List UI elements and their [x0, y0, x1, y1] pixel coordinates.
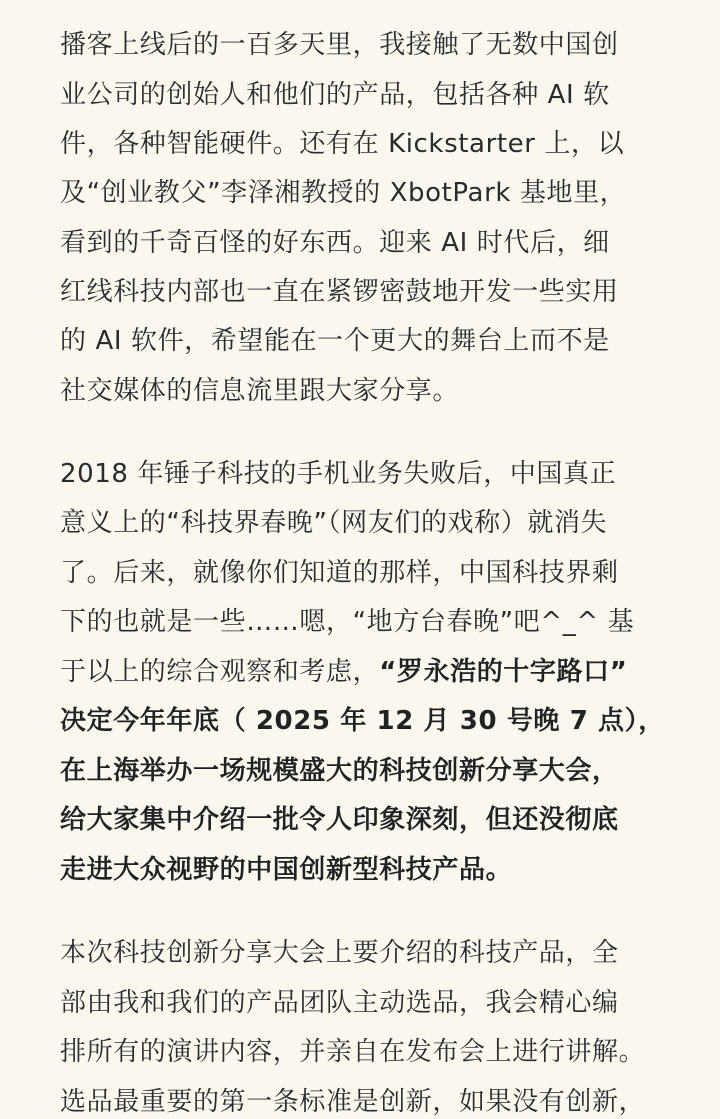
paragraph-3-line-3: 排所有的演讲内容，并亲自在发布会上进行讲解。 [60, 1037, 646, 1067]
paragraph-2-bold-line-3: 给大家集中介绍一批令人印象深刻，但还没彻底 [60, 805, 619, 835]
paragraph-2-bold-line-4: 走进大众视野的中国创新型科技产品。 [60, 855, 513, 885]
paragraph-1-line-6: 红线科技内部也一直在紧锣密鼓地开发一些实用 [60, 277, 619, 307]
paragraph-3-line-2: 部由我和我们的产品团队主动选品，我会精心编 [60, 988, 619, 1018]
paragraph-2-line-2: 意义上的“科技界春晚”（网友们的戏称）就消失 [60, 508, 608, 538]
paragraph-2-bold-line-1: 决定今年年底（ 2025 年 12 月 30 号晚 7 点）， [60, 706, 665, 736]
paragraph-1-line-4: 及“创业教父”李泽湘教授的 XbotPark 基地里， [60, 178, 627, 208]
paragraph-1-line-7: 的 AI 软件，希望能在一个更大的舞台上而不是 [60, 326, 610, 356]
highlight-brand-name: “罗永浩的十字路口” [379, 657, 628, 687]
paragraph-2-line-5 [60, 656, 627, 688]
paragraph-1-line-5: 看到的千奇百怪的好东西。迎来 AI 时代后，细 [60, 228, 610, 258]
paragraph-1-line-8: 社交媒体的信息流里跟大家分享。 [60, 376, 460, 406]
paragraph-2-bold-line-2: 在上海举办一场规模盛大的科技创新分享大会， [60, 756, 619, 786]
paragraph-2-line-4: 下的也就是一些……嗯，“地方台春晚”吧^_^ 基 [60, 607, 635, 637]
paragraph-1-line-1: 播客上线后的一百多天里，我接触了无数中国创 [60, 30, 619, 60]
paragraph-1-line-2: 业公司的创始人和他们的产品，包括各种 AI 软 [60, 80, 610, 110]
paragraph-2-line-3: 了。后来，就像你们知道的那样，中国科技界剩 [60, 558, 619, 588]
paragraph-3-line-1: 本次科技创新分享大会上要介绍的科技产品，全 [60, 938, 619, 968]
paragraph-2-line-1: 2018 年锤子科技的手机业务失败后，中国真正 [60, 459, 617, 489]
paragraph-1-line-3: 件，各种智能硬件。还有在 Kickstarter 上，以 [60, 129, 625, 159]
paragraph-3-line-4: 选品最重要的第一条标准是创新，如果没有创新， [60, 1087, 646, 1117]
paragraph-2-line-5-text: 于以上的综合观察和考虑， [60, 657, 380, 687]
